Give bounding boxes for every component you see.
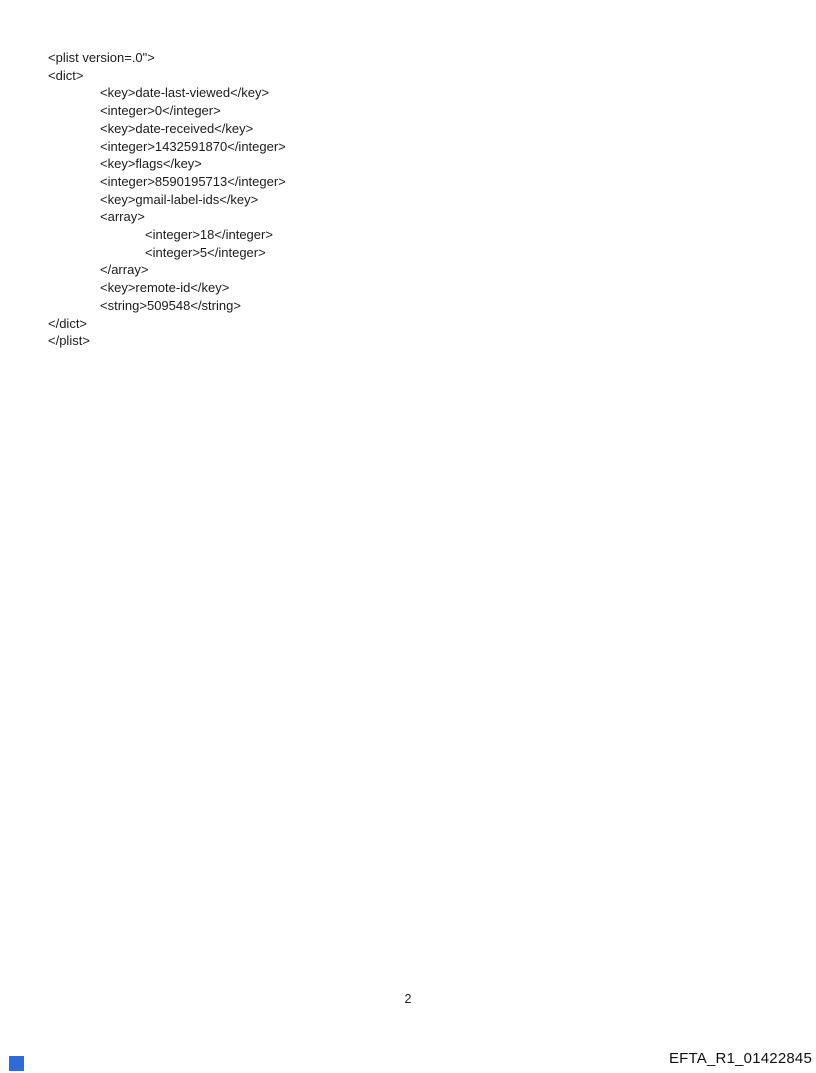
code-line: <key>remote-id</key>	[100, 280, 230, 296]
code-line: <array>	[100, 209, 145, 225]
page-number: 2	[404, 992, 412, 1006]
code-line: <key>flags</key>	[100, 156, 202, 172]
code-line: <integer>18</integer>	[145, 227, 273, 243]
plist-code-block	[48, 49, 286, 350]
code-line: <integer>5</integer>	[145, 244, 266, 260]
code-line: <key>date-last-viewed</key>	[100, 85, 270, 101]
code-line: <plist version=.0">	[48, 50, 155, 65]
scan-artifact-blue-square	[9, 1056, 24, 1071]
code-line: <dict>	[48, 67, 84, 83]
code-line: </array>	[100, 262, 149, 278]
code-line: </plist>	[48, 333, 90, 349]
code-line: <key>date-received</key>	[100, 120, 254, 136]
code-line: <key>gmail-label-ids</key>	[100, 191, 259, 207]
bates-number: EFTA_R1_01422845	[668, 1050, 812, 1067]
code-line: <string>509548</string>	[100, 297, 241, 313]
code-line: </dict>	[48, 315, 88, 331]
code-line: <integer>0</integer>	[100, 103, 221, 119]
code-line: <integer>1432591870</integer>	[100, 138, 286, 154]
code-line: <integer>8590195713</integer>	[100, 173, 286, 189]
